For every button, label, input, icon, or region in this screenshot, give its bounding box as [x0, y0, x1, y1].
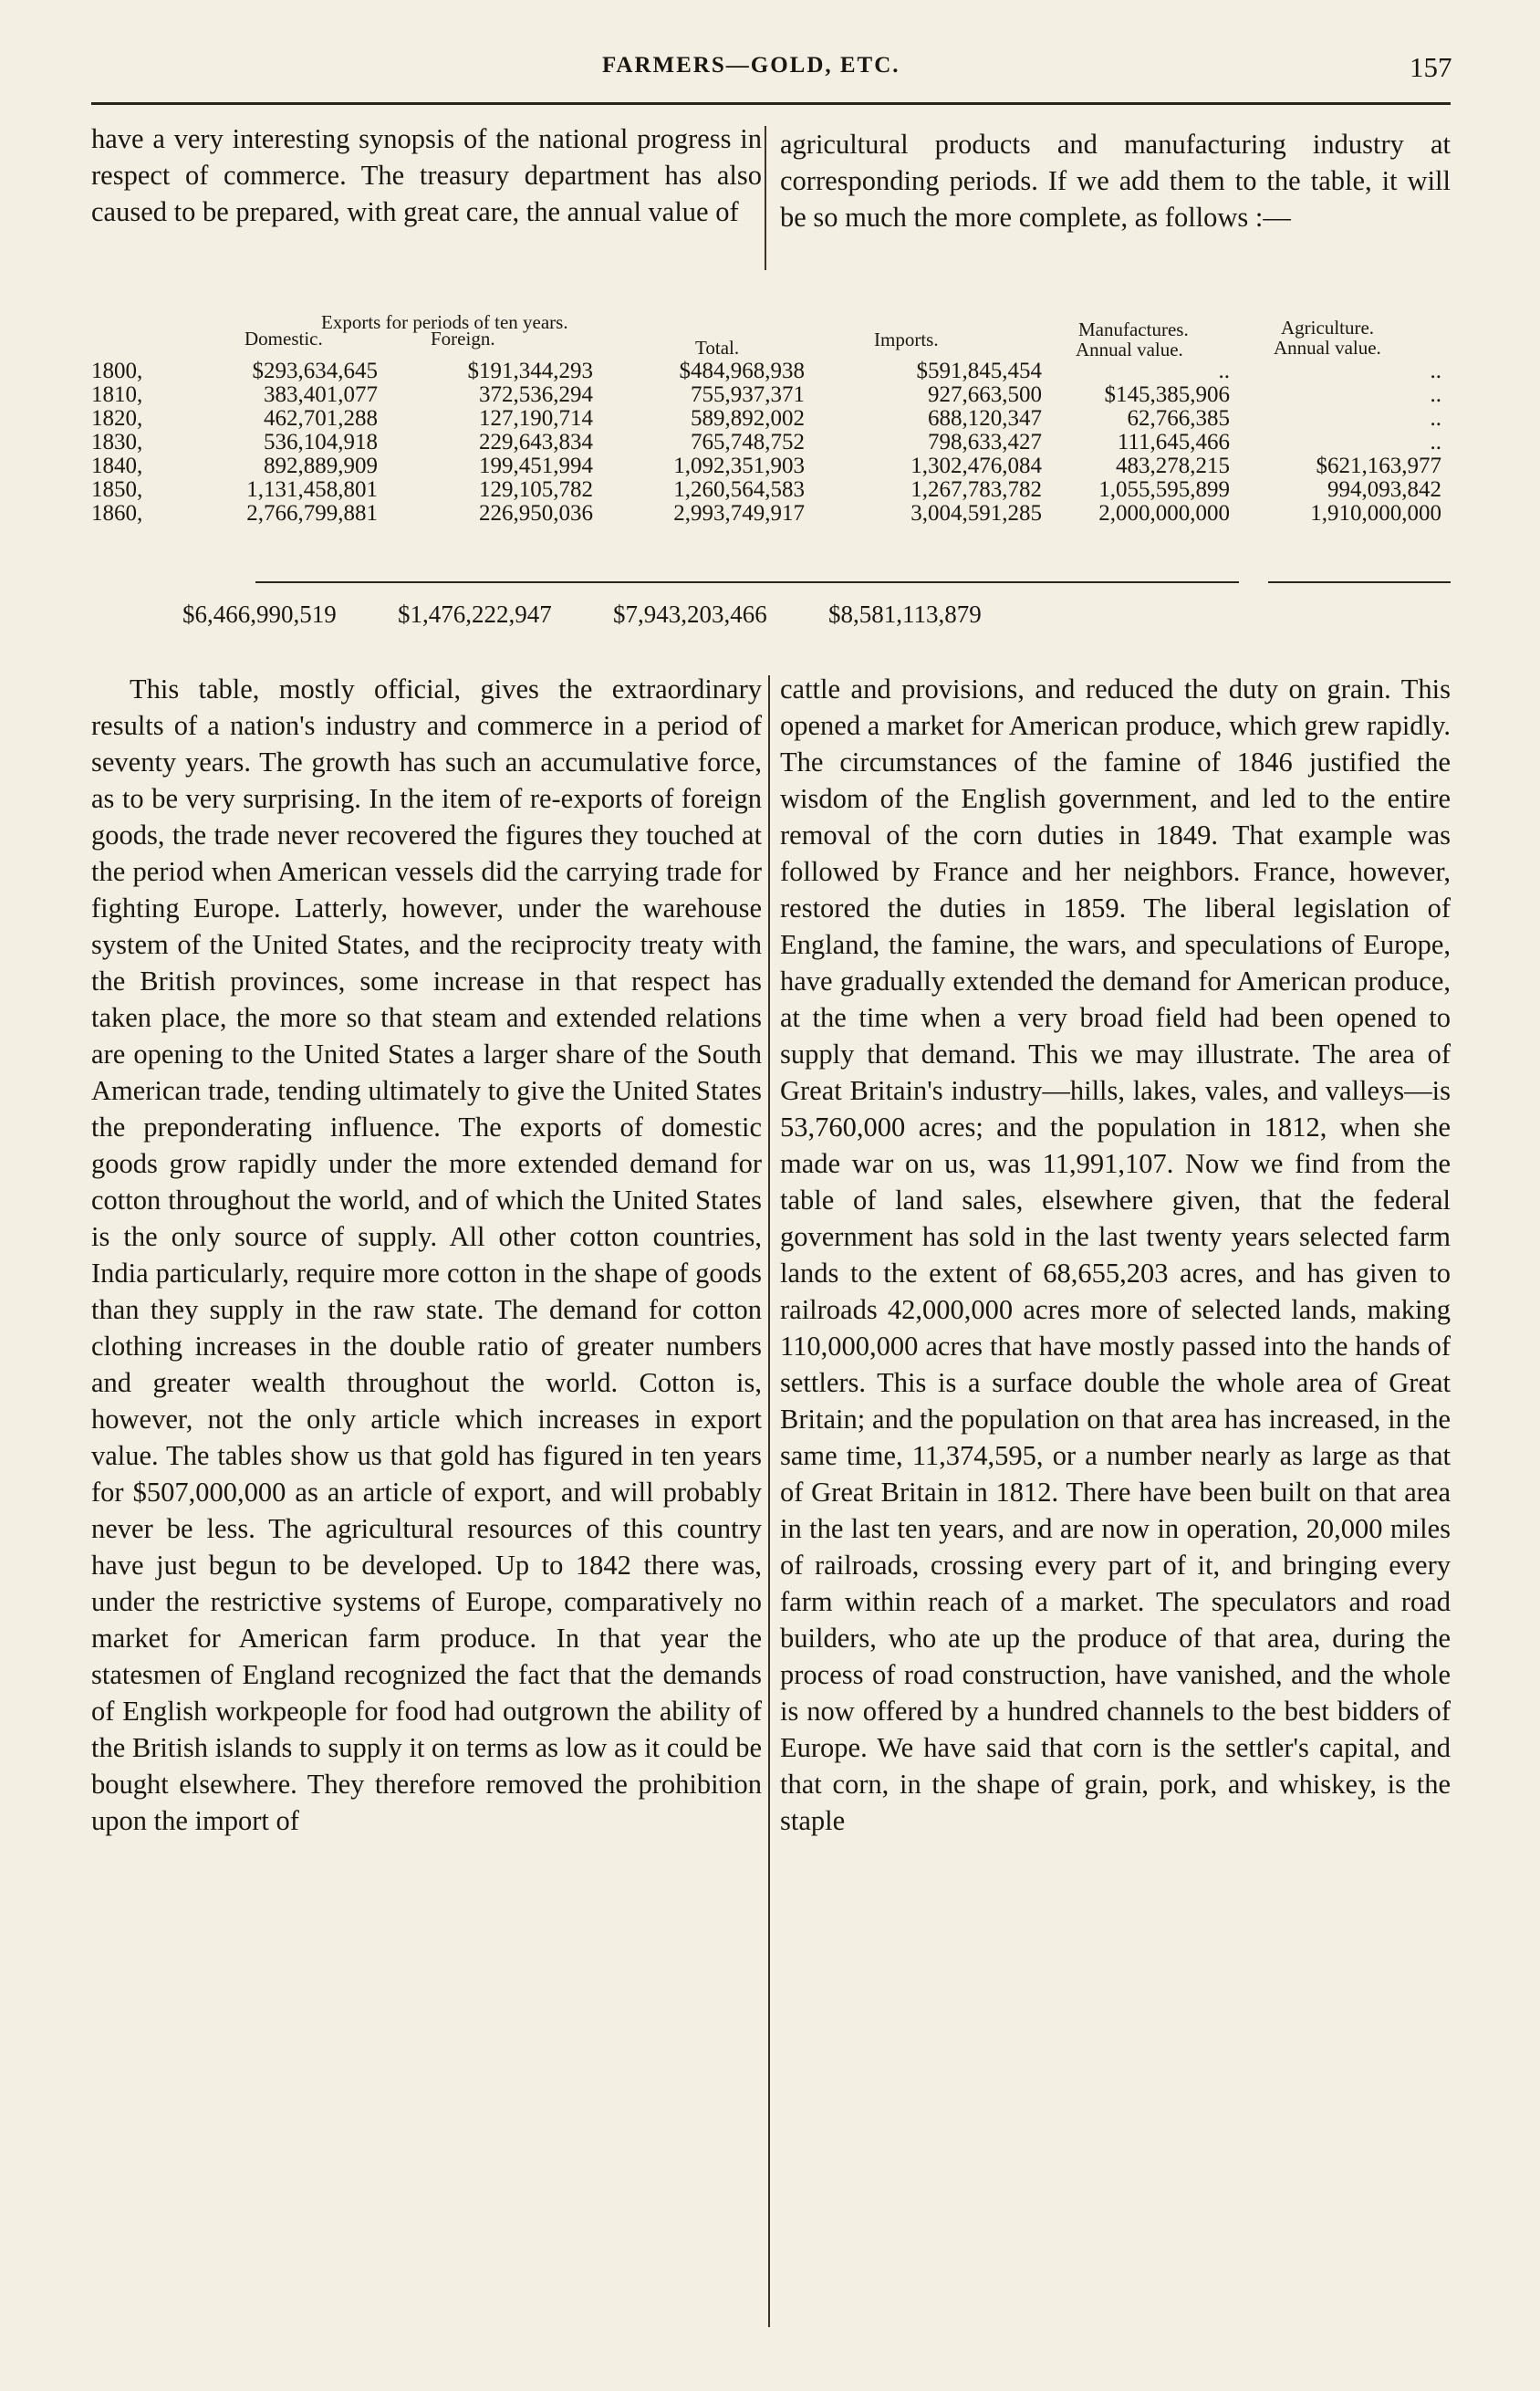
table-cell-foreign: 199,451,994 — [479, 454, 593, 478]
table-cell-total: 1,092,351,903 — [673, 454, 805, 478]
table-cell-imports: 1,267,783,782 — [910, 477, 1042, 502]
intro-left-paragraph: have a very interesting synopsis of the national progress in respect of commerce. The treasury department has also caused to be prepared, with great care, the annual value of — [91, 123, 762, 227]
table-cell-foreign: 127,190,714 — [479, 406, 593, 431]
table-cell-domestic: 892,889,909 — [264, 454, 378, 478]
total-total: $7,943,203,466 — [613, 600, 767, 628]
body-right-paragraph: cattle and provisions, and reduced the duty on grain. This opened a market for American produce, which grew rapidly. The circumstances of the famine of 1846 justified the wisdom of the English government, and led to the entire removal of the corn duties in 1849. That example was followed by France and her neighbors. France, however, restored the duties in 1859. The liberal legislation of England, the famine, the wars, and speculations of Europe, have gradually extended the demand for American produce, at the time when a very broad field had been opened to supply that demand. This we may illustrate. The area of Great Britain's industry—hills, lakes, vales, and valleys—is 53,760,000 acres; and the population in 1812, when she made war on us, was 11,991,107. Now we find from the table of land sales, elsewhere given, that the federal government has sold in the last twenty years selected farm lands to the extent of 68,655,203 acres, and has given to railroads 42,000,000 acres more of selected lands, making 110,000,000 acres that have mostly passed into the hands of settlers. This is a surface double the whole area of Great Britain; and the population on that area has increased, in the same time, 11,374,595, or a number nearly as large as that of Great Britain in 1812. There have been built on that area in the last ten years, and are now in operation, 20,000 miles of railroads, crossing every part of it, and bringing every farm within reach of a market. The speculators and road builders, who ate up the produce of that area, during the process of road construction, have vanished, and the whole is now offered by a hundred channels to the best bidders of Europe. We have said that corn is the settler's capital, and that corn, in the shape of grain, pork, and whiskey, is the staple — [780, 673, 1451, 1836]
header-rule — [91, 102, 1451, 105]
table-cell-domestic: 462,701,288 — [264, 406, 378, 431]
table-cell-agriculture: 994,093,842 — [1327, 477, 1441, 502]
header-agriculture-sub: Annual value. — [1274, 337, 1381, 359]
table-cell-agriculture: .. — [1430, 359, 1441, 383]
table-cell-foreign: 226,950,036 — [479, 501, 593, 526]
table-cell-agriculture: .. — [1430, 430, 1441, 454]
table-cell-year: 1850, — [91, 477, 143, 502]
table-cell-agriculture: 1,910,000,000 — [1310, 501, 1441, 526]
body-left-paragraph: This table, mostly official, gives the extraordinary results of a nation's industry and commerce in a period of seventy years. The growth has such an accumulative force, as to be very surprising. In the item of re-exports of foreign goods, the trade never recovered the figures they touched at the period when American vessels did the carrying trade for fighting Europe. Latterly, however, under the warehouse system of the United States, and the reciprocity treaty with the British provinces, some increase in that respect has taken place, the more so that steam and extended relations are opening to the United States a larger share of the South American trade, tending ultimately to give the United States the preponderating influence. The exports of domestic goods grow rapidly under the more extended demand for cotton throughout the world, and of which the United States is the only source of supply. All other cotton countries, India particularly, require more cotton in the shape of goods than they supply in the raw state. The demand for cotton clothing increases in the double ratio of greater numbers and greater wealth throughout the world. Cotton is, however, not the only article which increases in export value. The tables show us that gold has figured in ten years for $507,000,000 as an article of export, and will probably never be less. The agricultural resources of this country have just begun to be developed. Up to 1842 there was, under the restrictive systems of Europe, comparatively no market for American farm produce. In that year the statesmen of England recognized the fact that the demands of English workpeople for food had outgrown the ability of the British islands to supply it on terms as low as it could be bought elsewhere. They therefore removed the prohibition upon the import of — [91, 673, 762, 1836]
table-cell-year: 1800, — [91, 359, 143, 383]
body-right-column — [780, 671, 1451, 1839]
table-cell-year: 1860, — [91, 501, 143, 526]
table-cell-agriculture: .. — [1430, 406, 1441, 431]
table-cell-domestic: 383,401,077 — [264, 382, 378, 407]
header-foreign: Foreign. — [431, 328, 495, 350]
table-cell-foreign: $191,344,293 — [467, 359, 593, 383]
header-manufactures: Manufactures. — [1078, 318, 1189, 340]
table-cell-domestic: $293,634,645 — [252, 359, 378, 383]
table-cell-imports: 688,120,347 — [928, 406, 1042, 431]
table-cell-domestic: 1,131,458,801 — [246, 477, 378, 502]
table-cell-total: 755,937,371 — [691, 382, 805, 407]
table-cell-imports: 927,663,500 — [928, 382, 1042, 407]
table-cell-domestic: 2,766,799,881 — [246, 501, 378, 526]
running-head: FARMERS—GOLD, ETC. — [602, 53, 900, 78]
table-cell-manufactures: $145,385,906 — [1104, 382, 1230, 407]
table-cell-manufactures: 1,055,595,899 — [1098, 477, 1230, 502]
intro-right-column — [780, 126, 1451, 235]
body-left-column — [91, 671, 762, 1839]
table-cell-imports: 798,633,427 — [928, 430, 1042, 454]
table-cell-foreign: 372,536,294 — [479, 382, 593, 407]
total-foreign: $1,476,222,947 — [398, 600, 552, 628]
table-cell-year: 1830, — [91, 430, 143, 454]
table-cell-imports: $591,845,454 — [916, 359, 1042, 383]
column-divider-top — [765, 126, 766, 270]
exports-caption: Exports for periods of ten years. — [321, 311, 568, 333]
table-cell-domestic: 536,104,918 — [264, 430, 378, 454]
table-cell-total: 2,993,749,917 — [673, 501, 805, 526]
page-number: 157 — [1410, 51, 1452, 83]
table-cell-manufactures: 483,278,215 — [1116, 454, 1230, 478]
table-cell-manufactures: 62,766,385 — [1127, 406, 1230, 431]
statistics-table — [91, 306, 1451, 634]
header-domestic: Domestic. — [245, 328, 323, 350]
intro-right-paragraph: agricultural products and manufacturing industry at corresponding periods. If we add them to the table, it will be so much the more complete, as follows :— — [780, 129, 1451, 233]
header-manufactures-sub: Annual value. — [1076, 339, 1183, 360]
table-cell-total: $484,968,938 — [679, 359, 805, 383]
total-imports: $8,581,113,879 — [828, 600, 982, 628]
table-cell-foreign: 229,643,834 — [479, 430, 593, 454]
table-cell-foreign: 129,105,782 — [479, 477, 593, 502]
table-cell-imports: 1,302,476,084 — [910, 454, 1042, 478]
intro-left-column — [91, 120, 762, 230]
table-cell-manufactures: 111,645,466 — [1117, 430, 1230, 454]
table-cell-total: 589,892,002 — [691, 406, 805, 431]
table-cell-manufactures: 2,000,000,000 — [1098, 501, 1230, 526]
header-total: Total. — [695, 337, 740, 359]
table-cell-agriculture: $621,163,977 — [1316, 454, 1441, 478]
table-cell-imports: 3,004,591,285 — [910, 501, 1042, 526]
column-divider-body — [768, 675, 770, 2327]
totals-rule-agriculture — [1268, 581, 1451, 583]
table-cell-year: 1840, — [91, 454, 143, 478]
header-imports: Imports. — [874, 329, 939, 350]
table-cell-total: 1,260,564,583 — [673, 477, 805, 502]
table-cell-agriculture: .. — [1430, 382, 1441, 407]
table-cell-year: 1810, — [91, 382, 143, 407]
totals-rule — [255, 581, 1239, 583]
header-agriculture: Agriculture. — [1281, 317, 1375, 339]
total-domestic: $6,466,990,519 — [182, 600, 337, 628]
table-cell-year: 1820, — [91, 406, 143, 431]
table-cell-total: 765,748,752 — [691, 430, 805, 454]
table-cell-manufactures: .. — [1218, 359, 1230, 383]
